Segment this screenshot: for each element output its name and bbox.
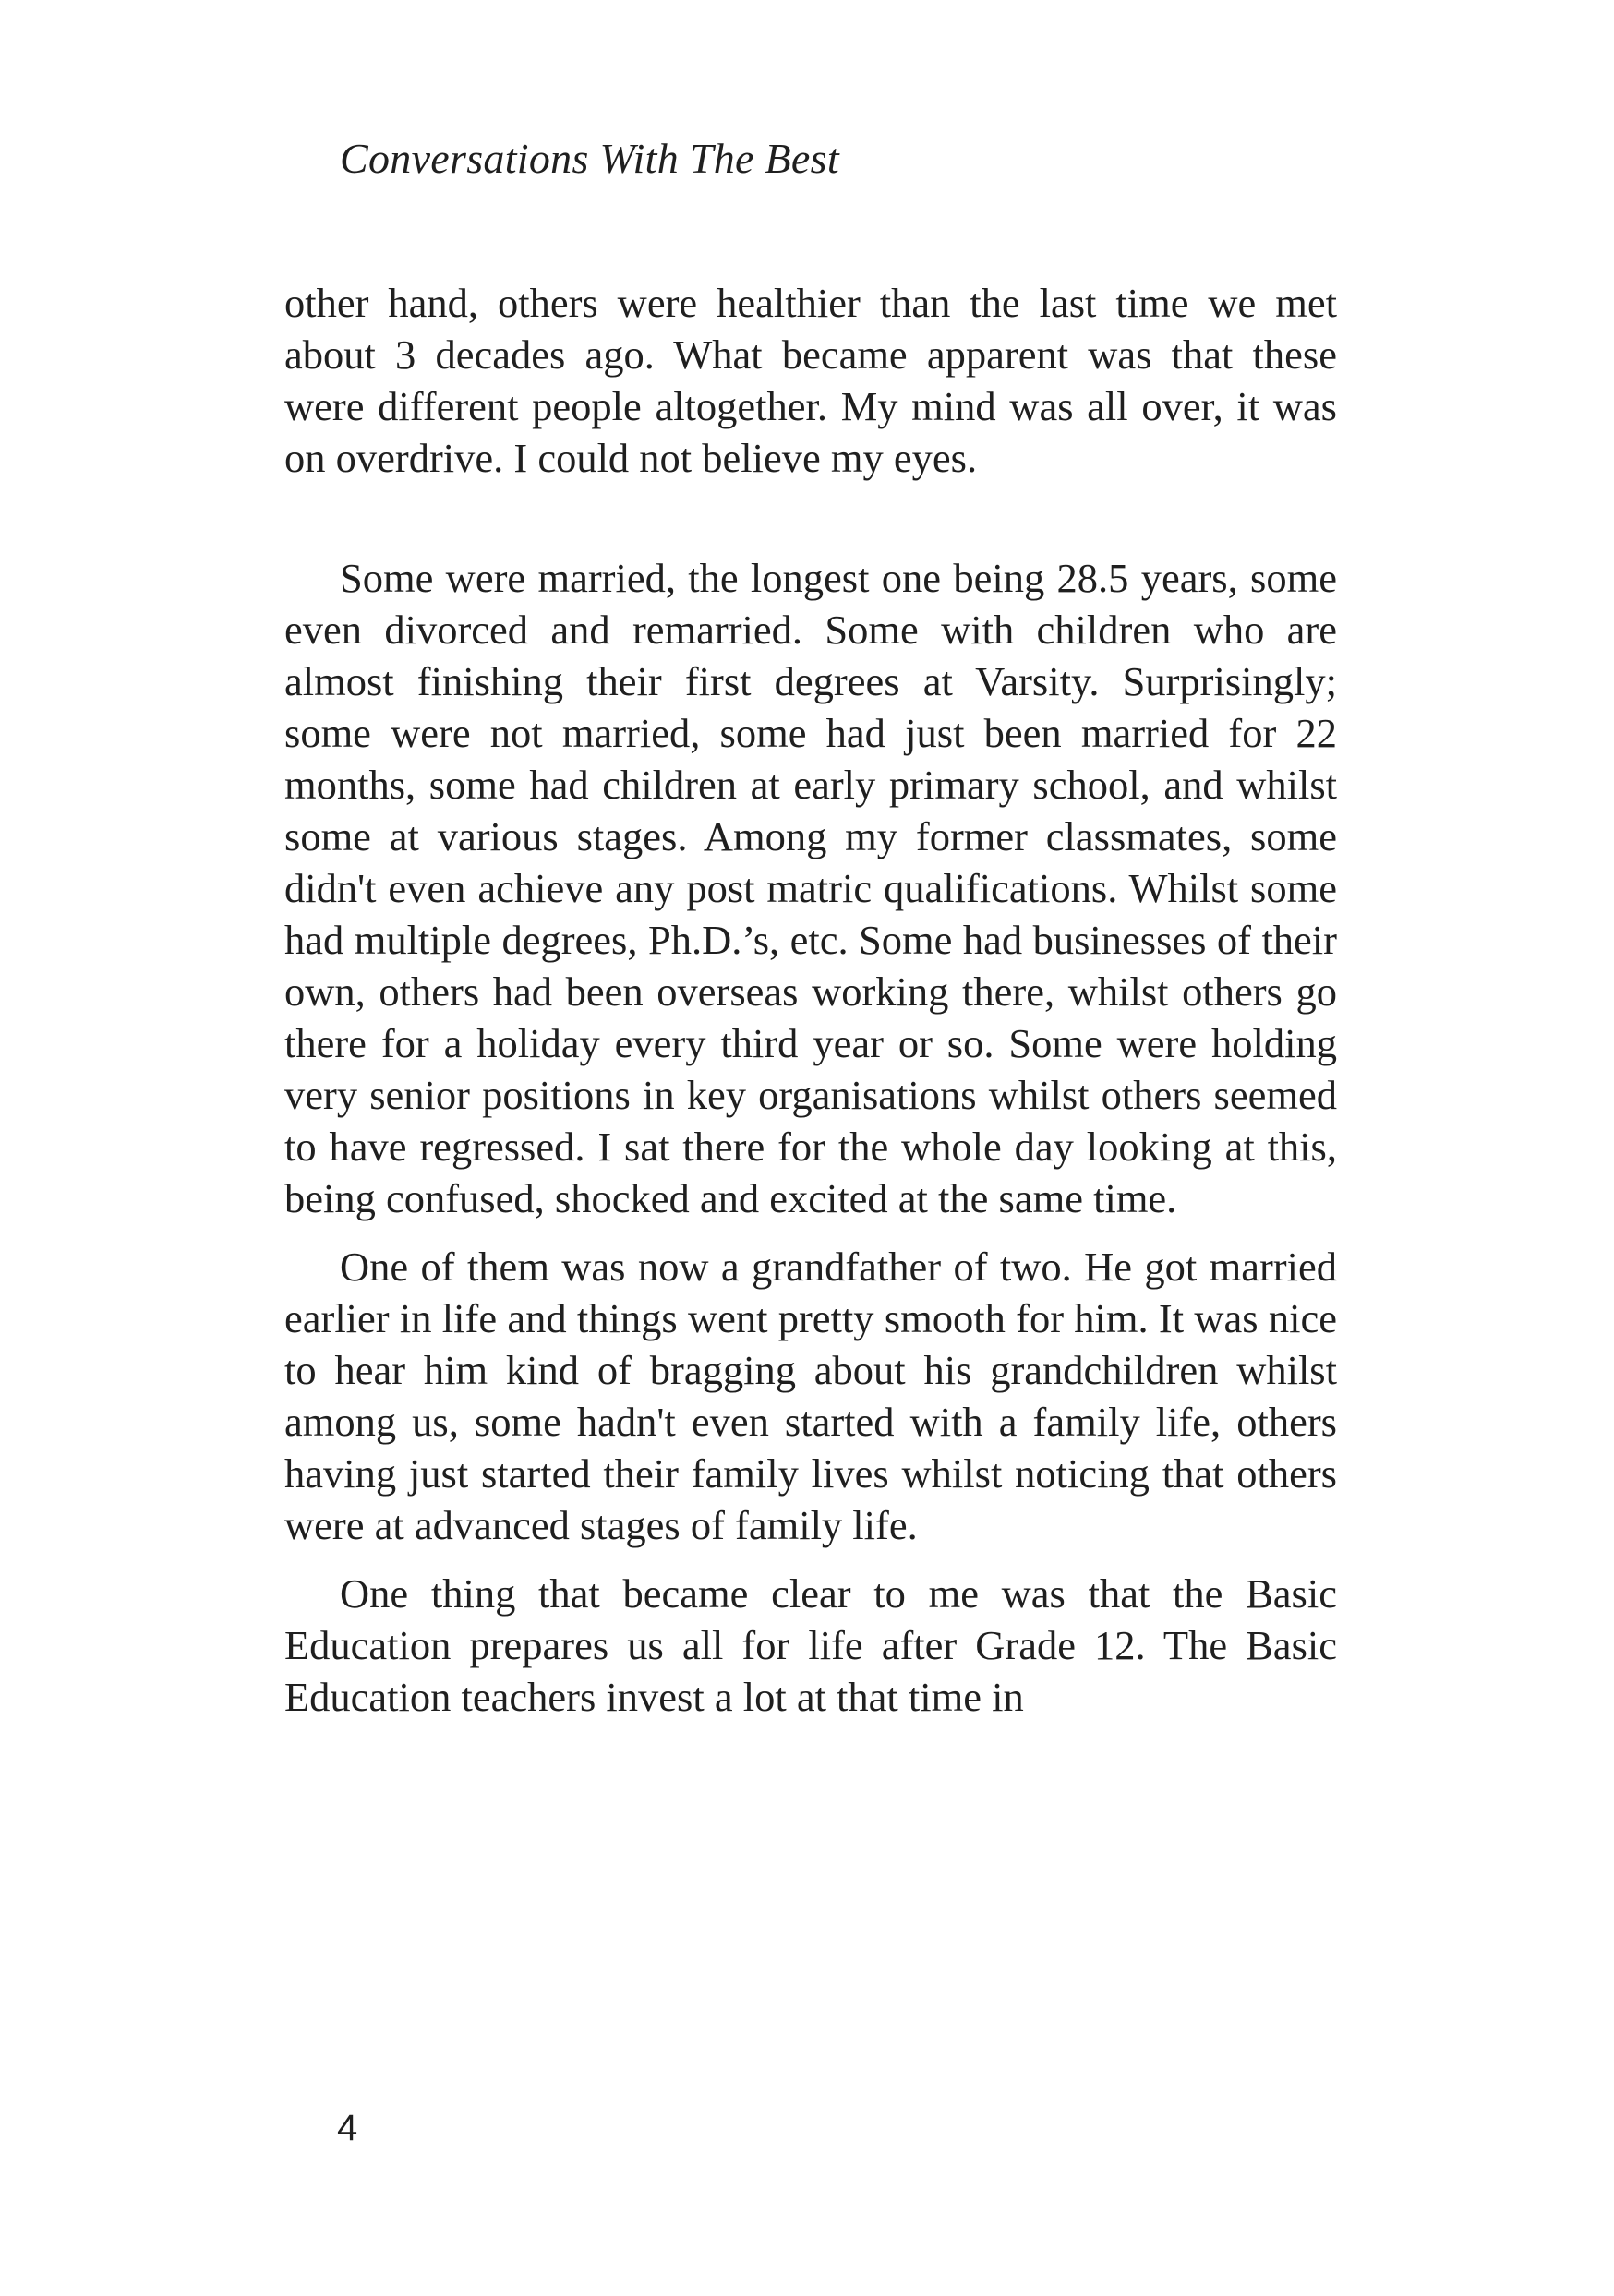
paragraph-grandfather: One of them was now a grandfather of two. He got married earlier in life and things went pretty smooth for him. It was nice to hear him kind of bragging about his grandchildren whilst among us, some hadn't even started with a family life, others having just started their family lives whilst noticing that others were at advanced stages of family life. bbox=[284, 1244, 1337, 1548]
paragraph-continued: other hand, others were healthier than the last time we met about 3 decades ago. What became apparent was that these were different people altogether. My mind was all over, it was on overdrive. I could not believe my eyes. bbox=[284, 280, 1337, 481]
body-text bbox=[284, 277, 1337, 1723]
paragraph-spacer bbox=[284, 484, 1337, 552]
page-number: 4 bbox=[337, 2108, 358, 2148]
paragraph-spacer bbox=[284, 1224, 1337, 1241]
paragraph-marriages: Some were married, the longest one being 28.5 years, some even divorced and remarried. Some with children who are almost finishing their first degrees at Varsity. Surprisingly; some were not married, some had just been married for 22 months, some had children at early primary school, and whilst some at various stages. Among my former classmates, some didn't even achieve any post matric qualifications. Whilst some had multiple degrees, Ph.D.’s, etc. Some had businesses of their own, others had been overseas working there, whilst others go there for a holiday every third year or so. Some were holding very senior positions in key organisations whilst others seemed to have regressed. I sat there for the whole day looking at this, being confused, shocked and excited at the same time. bbox=[284, 555, 1337, 1221]
paragraph-basic-education: One thing that became clear to me was that the Basic Education prepares us all for life after Grade 12. The Basic Education teachers invest a lot at that time in bbox=[284, 1570, 1337, 1720]
running-header-title: Conversations With The Best bbox=[340, 135, 839, 182]
paragraph-spacer bbox=[284, 1551, 1337, 1568]
